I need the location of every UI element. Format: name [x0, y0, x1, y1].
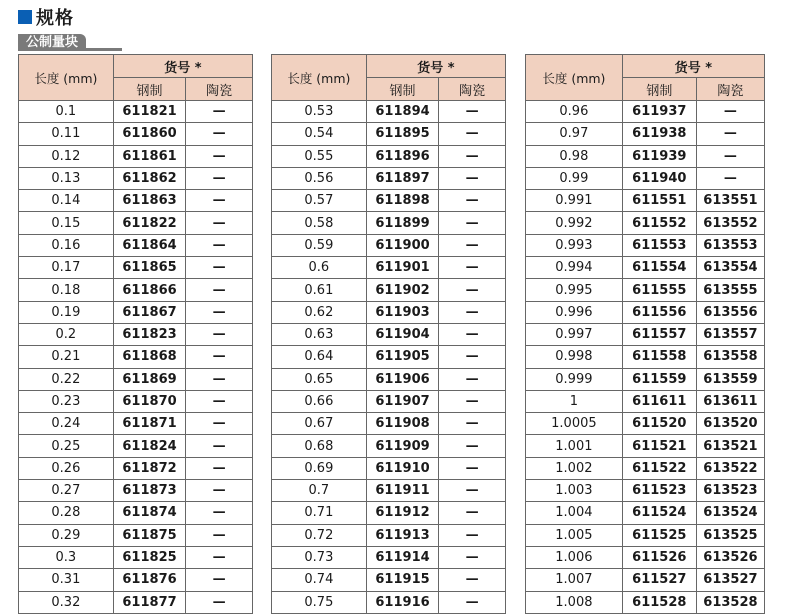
- table-row: [272, 257, 506, 279]
- table-row: [526, 569, 765, 591]
- length-cell: 1.005: [526, 524, 623, 546]
- ceramic-code-cell: —: [186, 502, 253, 524]
- ceramic-code-cell: —: [439, 123, 506, 145]
- length-cell: 0.69: [272, 457, 367, 479]
- steel-code-cell: 611553: [622, 234, 696, 256]
- ceramic-code-cell: —: [186, 301, 253, 323]
- steel-code-cell: 611869: [113, 368, 186, 390]
- ceramic-code-cell: —: [439, 101, 506, 123]
- table-row: [19, 368, 253, 390]
- steel-code-cell: 611822: [113, 212, 186, 234]
- spec-table-3: [525, 54, 765, 614]
- length-cell: 0.98: [526, 145, 623, 167]
- ceramic-code-cell: 613520: [696, 413, 764, 435]
- ceramic-code-cell: 613553: [696, 234, 764, 256]
- steel-code-cell: 611938: [622, 123, 696, 145]
- length-cell: 0.995: [526, 279, 623, 301]
- table-row: [272, 457, 506, 479]
- table-row: [272, 234, 506, 256]
- table-row: [272, 390, 506, 412]
- table-row: [526, 346, 765, 368]
- length-cell: 0.994: [526, 257, 623, 279]
- length-cell: 1.007: [526, 569, 623, 591]
- length-cell: 0.71: [272, 502, 367, 524]
- length-cell: 0.997: [526, 323, 623, 345]
- steel-code-cell: 611898: [366, 190, 439, 212]
- steel-code-cell: 611556: [622, 301, 696, 323]
- ceramic-code-cell: —: [439, 368, 506, 390]
- steel-code-cell: 611523: [622, 480, 696, 502]
- table-row: [526, 212, 765, 234]
- ceramic-code-cell: —: [439, 167, 506, 189]
- steel-code-cell: 611894: [366, 101, 439, 123]
- length-cell: 0.2: [19, 323, 114, 345]
- length-cell: 1.003: [526, 480, 623, 502]
- ceramic-code-cell: 613558: [696, 346, 764, 368]
- ceramic-code-cell: —: [186, 123, 253, 145]
- length-cell: 0.15: [19, 212, 114, 234]
- table-row: [19, 480, 253, 502]
- length-cell: 0.26: [19, 457, 114, 479]
- table-row: [526, 524, 765, 546]
- table-row: [526, 457, 765, 479]
- length-cell: 0.999: [526, 368, 623, 390]
- steel-code-cell: 611871: [113, 413, 186, 435]
- ceramic-code-cell: —: [439, 480, 506, 502]
- length-cell: 1.006: [526, 546, 623, 568]
- steel-code-cell: 611939: [622, 145, 696, 167]
- ceramic-code-cell: 613522: [696, 457, 764, 479]
- length-cell: 0.56: [272, 167, 367, 189]
- table-row: [526, 368, 765, 390]
- table-row: [272, 301, 506, 323]
- length-cell: 0.99: [526, 167, 623, 189]
- ceramic-code-cell: —: [186, 257, 253, 279]
- table-row: [272, 323, 506, 345]
- ceramic-code-cell: —: [439, 390, 506, 412]
- table-row: [272, 435, 506, 457]
- table-row: [19, 212, 253, 234]
- ceramic-code-cell: 613611: [696, 390, 764, 412]
- length-cell: 0.97: [526, 123, 623, 145]
- length-cell: 1.002: [526, 457, 623, 479]
- ceramic-code-cell: —: [186, 212, 253, 234]
- steel-code-cell: 611910: [366, 457, 439, 479]
- section-marker-icon: [18, 10, 32, 24]
- steel-code-cell: 611937: [622, 101, 696, 123]
- ceramic-code-cell: —: [696, 123, 764, 145]
- steel-code-cell: 611867: [113, 301, 186, 323]
- ceramic-code-cell: —: [439, 190, 506, 212]
- ceramic-code-cell: 613524: [696, 502, 764, 524]
- ceramic-code-cell: —: [186, 190, 253, 212]
- code-column-header: 货号 *: [113, 55, 252, 78]
- steel-code-cell: 611905: [366, 346, 439, 368]
- length-cell: 0.21: [19, 346, 114, 368]
- length-cell: 0.16: [19, 234, 114, 256]
- table-row: [19, 301, 253, 323]
- length-cell: 0.3: [19, 546, 114, 568]
- length-cell: 0.73: [272, 546, 367, 568]
- subsection-tab: 公制量块: [18, 34, 86, 51]
- steel-code-cell: 611940: [622, 167, 696, 189]
- steel-code-cell: 611895: [366, 123, 439, 145]
- table-row: [272, 569, 506, 591]
- length-column-header: 长度 (mm): [272, 55, 367, 101]
- length-cell: 0.67: [272, 413, 367, 435]
- table-row: [526, 435, 765, 457]
- table-row: [19, 591, 253, 613]
- length-cell: 0.11: [19, 123, 114, 145]
- table-row: [526, 591, 765, 613]
- steel-code-cell: 611904: [366, 323, 439, 345]
- steel-code-cell: 611916: [366, 591, 439, 613]
- ceramic-code-cell: —: [439, 234, 506, 256]
- ceramic-code-cell: —: [439, 546, 506, 568]
- length-cell: 0.14: [19, 190, 114, 212]
- ceramic-code-cell: —: [186, 323, 253, 345]
- table-row: [526, 123, 765, 145]
- ceramic-code-cell: 613552: [696, 212, 764, 234]
- ceramic-code-cell: —: [186, 346, 253, 368]
- table-row: [19, 257, 253, 279]
- steel-code-cell: 611526: [622, 546, 696, 568]
- table-row: [526, 234, 765, 256]
- steel-code-cell: 611520: [622, 413, 696, 435]
- steel-column-header: 钢制: [113, 78, 186, 101]
- steel-code-cell: 611825: [113, 546, 186, 568]
- steel-code-cell: 611863: [113, 190, 186, 212]
- table-row: [272, 413, 506, 435]
- table-row: [526, 167, 765, 189]
- table-row: [526, 301, 765, 323]
- steel-code-cell: 611552: [622, 212, 696, 234]
- subsection-rule: [86, 48, 122, 51]
- table-row: [272, 101, 506, 123]
- length-cell: 0.6: [272, 257, 367, 279]
- steel-code-cell: 611860: [113, 123, 186, 145]
- steel-code-cell: 611611: [622, 390, 696, 412]
- steel-code-cell: 611868: [113, 346, 186, 368]
- table-row: [19, 390, 253, 412]
- ceramic-code-cell: —: [186, 390, 253, 412]
- ceramic-code-cell: —: [439, 591, 506, 613]
- steel-code-cell: 611824: [113, 435, 186, 457]
- ceramic-code-cell: —: [696, 101, 764, 123]
- ceramic-code-cell: 613528: [696, 591, 764, 613]
- ceramic-code-cell: 613526: [696, 546, 764, 568]
- steel-code-cell: 611554: [622, 257, 696, 279]
- length-cell: 0.68: [272, 435, 367, 457]
- table-row: [526, 413, 765, 435]
- steel-code-cell: 611528: [622, 591, 696, 613]
- section-title: 规格: [36, 8, 74, 29]
- steel-code-cell: 611914: [366, 546, 439, 568]
- length-cell: 0.27: [19, 480, 114, 502]
- ceramic-code-cell: 613559: [696, 368, 764, 390]
- table-row: [19, 435, 253, 457]
- length-cell: 0.59: [272, 234, 367, 256]
- length-cell: 0.991: [526, 190, 623, 212]
- table-row: [19, 413, 253, 435]
- ceramic-column-header: 陶瓷: [186, 78, 253, 101]
- table-row: [526, 279, 765, 301]
- ceramic-code-cell: —: [186, 234, 253, 256]
- length-cell: 0.72: [272, 524, 367, 546]
- ceramic-code-cell: —: [186, 546, 253, 568]
- length-cell: 0.24: [19, 413, 114, 435]
- table-row: [19, 234, 253, 256]
- table-row: [272, 524, 506, 546]
- length-cell: 0.64: [272, 346, 367, 368]
- length-cell: 0.7: [272, 480, 367, 502]
- table-row: [272, 190, 506, 212]
- steel-code-cell: 611897: [366, 167, 439, 189]
- steel-code-cell: 611558: [622, 346, 696, 368]
- ceramic-code-cell: —: [186, 101, 253, 123]
- steel-column-header: 钢制: [366, 78, 439, 101]
- steel-code-cell: 611557: [622, 323, 696, 345]
- length-cell: 0.17: [19, 257, 114, 279]
- ceramic-code-cell: —: [439, 279, 506, 301]
- length-cell: 0.13: [19, 167, 114, 189]
- length-cell: 0.23: [19, 390, 114, 412]
- steel-code-cell: 611865: [113, 257, 186, 279]
- ceramic-code-cell: 613554: [696, 257, 764, 279]
- steel-code-cell: 611902: [366, 279, 439, 301]
- steel-code-cell: 611866: [113, 279, 186, 301]
- steel-code-cell: 611522: [622, 457, 696, 479]
- length-cell: 0.29: [19, 524, 114, 546]
- ceramic-code-cell: —: [696, 145, 764, 167]
- spec-table-2: [271, 54, 506, 614]
- table-row: [19, 323, 253, 345]
- steel-code-cell: 611901: [366, 257, 439, 279]
- length-cell: 0.57: [272, 190, 367, 212]
- code-column-header: 货号 *: [622, 55, 764, 78]
- length-cell: 0.66: [272, 390, 367, 412]
- steel-code-cell: 611908: [366, 413, 439, 435]
- table-row: [272, 480, 506, 502]
- length-cell: 0.28: [19, 502, 114, 524]
- ceramic-code-cell: 613555: [696, 279, 764, 301]
- table-row: [526, 502, 765, 524]
- steel-code-cell: 611823: [113, 323, 186, 345]
- ceramic-code-cell: —: [186, 145, 253, 167]
- steel-code-cell: 611551: [622, 190, 696, 212]
- ceramic-code-cell: —: [186, 480, 253, 502]
- table-row: [272, 145, 506, 167]
- table-row: [526, 546, 765, 568]
- steel-column-header: 钢制: [622, 78, 696, 101]
- steel-code-cell: 611915: [366, 569, 439, 591]
- spec-table-1: [18, 54, 253, 614]
- steel-code-cell: 611911: [366, 480, 439, 502]
- steel-code-cell: 611912: [366, 502, 439, 524]
- steel-code-cell: 611907: [366, 390, 439, 412]
- length-cell: 0.32: [19, 591, 114, 613]
- table-row: [526, 145, 765, 167]
- steel-code-cell: 611896: [366, 145, 439, 167]
- table-row: [19, 279, 253, 301]
- ceramic-code-cell: —: [186, 368, 253, 390]
- table-row: [19, 346, 253, 368]
- steel-code-cell: 611861: [113, 145, 186, 167]
- steel-code-cell: 611906: [366, 368, 439, 390]
- table-row: [526, 257, 765, 279]
- table-row: [19, 167, 253, 189]
- table-row: [19, 524, 253, 546]
- length-cell: 0.31: [19, 569, 114, 591]
- steel-code-cell: 611877: [113, 591, 186, 613]
- ceramic-code-cell: —: [439, 569, 506, 591]
- ceramic-code-cell: —: [439, 435, 506, 457]
- section-header: [18, 4, 74, 30]
- ceramic-code-cell: —: [439, 346, 506, 368]
- table-row: [19, 546, 253, 568]
- steel-code-cell: 611821: [113, 101, 186, 123]
- length-cell: 0.65: [272, 368, 367, 390]
- length-cell: 0.22: [19, 368, 114, 390]
- ceramic-code-cell: —: [439, 524, 506, 546]
- ceramic-code-cell: 613523: [696, 480, 764, 502]
- steel-code-cell: 611521: [622, 435, 696, 457]
- steel-code-cell: 611524: [622, 502, 696, 524]
- steel-code-cell: 611913: [366, 524, 439, 546]
- table-row: [19, 190, 253, 212]
- ceramic-code-cell: —: [439, 457, 506, 479]
- length-column-header: 长度 (mm): [19, 55, 114, 101]
- ceramic-code-cell: —: [186, 569, 253, 591]
- length-cell: 0.74: [272, 569, 367, 591]
- steel-code-cell: 611899: [366, 212, 439, 234]
- length-cell: 0.19: [19, 301, 114, 323]
- table-row: [526, 390, 765, 412]
- table-row: [272, 123, 506, 145]
- steel-code-cell: 611873: [113, 480, 186, 502]
- length-cell: 1.0005: [526, 413, 623, 435]
- length-cell: 1.008: [526, 591, 623, 613]
- table-row: [19, 145, 253, 167]
- ceramic-code-cell: —: [439, 413, 506, 435]
- length-cell: 0.53: [272, 101, 367, 123]
- ceramic-code-cell: —: [439, 212, 506, 234]
- steel-code-cell: 611900: [366, 234, 439, 256]
- ceramic-code-cell: 613551: [696, 190, 764, 212]
- ceramic-code-cell: 613527: [696, 569, 764, 591]
- ceramic-code-cell: —: [186, 279, 253, 301]
- table-row: [526, 190, 765, 212]
- ceramic-code-cell: —: [439, 323, 506, 345]
- steel-code-cell: 611862: [113, 167, 186, 189]
- length-cell: 1: [526, 390, 623, 412]
- table-row: [19, 123, 253, 145]
- length-cell: 0.61: [272, 279, 367, 301]
- ceramic-code-cell: —: [696, 167, 764, 189]
- ceramic-code-cell: —: [439, 502, 506, 524]
- table-row: [272, 502, 506, 524]
- steel-code-cell: 611527: [622, 569, 696, 591]
- steel-code-cell: 611875: [113, 524, 186, 546]
- code-column-header: 货号 *: [366, 55, 505, 78]
- steel-code-cell: 611876: [113, 569, 186, 591]
- table-row: [272, 167, 506, 189]
- ceramic-code-cell: 613556: [696, 301, 764, 323]
- table-row: [19, 457, 253, 479]
- table-row: [272, 546, 506, 568]
- length-cell: 0.25: [19, 435, 114, 457]
- table-row: [526, 101, 765, 123]
- length-cell: 0.63: [272, 323, 367, 345]
- length-cell: 1.004: [526, 502, 623, 524]
- steel-code-cell: 611872: [113, 457, 186, 479]
- length-cell: 0.993: [526, 234, 623, 256]
- steel-code-cell: 611559: [622, 368, 696, 390]
- ceramic-code-cell: 613525: [696, 524, 764, 546]
- length-cell: 0.1: [19, 101, 114, 123]
- steel-code-cell: 611903: [366, 301, 439, 323]
- length-cell: 0.992: [526, 212, 623, 234]
- steel-code-cell: 611525: [622, 524, 696, 546]
- table-row: [19, 569, 253, 591]
- length-cell: 0.12: [19, 145, 114, 167]
- steel-code-cell: 611555: [622, 279, 696, 301]
- length-cell: 0.62: [272, 301, 367, 323]
- length-cell: 0.75: [272, 591, 367, 613]
- length-column-header: 长度 (mm): [526, 55, 623, 101]
- ceramic-code-cell: 613521: [696, 435, 764, 457]
- ceramic-code-cell: —: [186, 413, 253, 435]
- ceramic-code-cell: —: [439, 145, 506, 167]
- length-cell: 0.996: [526, 301, 623, 323]
- ceramic-column-header: 陶瓷: [696, 78, 764, 101]
- steel-code-cell: 611864: [113, 234, 186, 256]
- ceramic-column-header: 陶瓷: [439, 78, 506, 101]
- table-row: [526, 480, 765, 502]
- length-cell: 0.18: [19, 279, 114, 301]
- table-row: [19, 101, 253, 123]
- steel-code-cell: 611874: [113, 502, 186, 524]
- table-row: [272, 591, 506, 613]
- length-cell: 0.998: [526, 346, 623, 368]
- table-row: [526, 323, 765, 345]
- table-row: [272, 346, 506, 368]
- length-cell: 0.96: [526, 101, 623, 123]
- table-row: [272, 279, 506, 301]
- ceramic-code-cell: —: [439, 257, 506, 279]
- length-cell: 0.58: [272, 212, 367, 234]
- ceramic-code-cell: —: [186, 457, 253, 479]
- ceramic-code-cell: —: [186, 524, 253, 546]
- table-row: [272, 212, 506, 234]
- steel-code-cell: 611909: [366, 435, 439, 457]
- length-cell: 0.55: [272, 145, 367, 167]
- ceramic-code-cell: —: [186, 167, 253, 189]
- subsection-header: [18, 34, 122, 51]
- ceramic-code-cell: —: [439, 301, 506, 323]
- steel-code-cell: 611870: [113, 390, 186, 412]
- length-cell: 0.54: [272, 123, 367, 145]
- length-cell: 1.001: [526, 435, 623, 457]
- table-row: [272, 368, 506, 390]
- ceramic-code-cell: —: [186, 591, 253, 613]
- ceramic-code-cell: 613557: [696, 323, 764, 345]
- ceramic-code-cell: —: [186, 435, 253, 457]
- table-row: [19, 502, 253, 524]
